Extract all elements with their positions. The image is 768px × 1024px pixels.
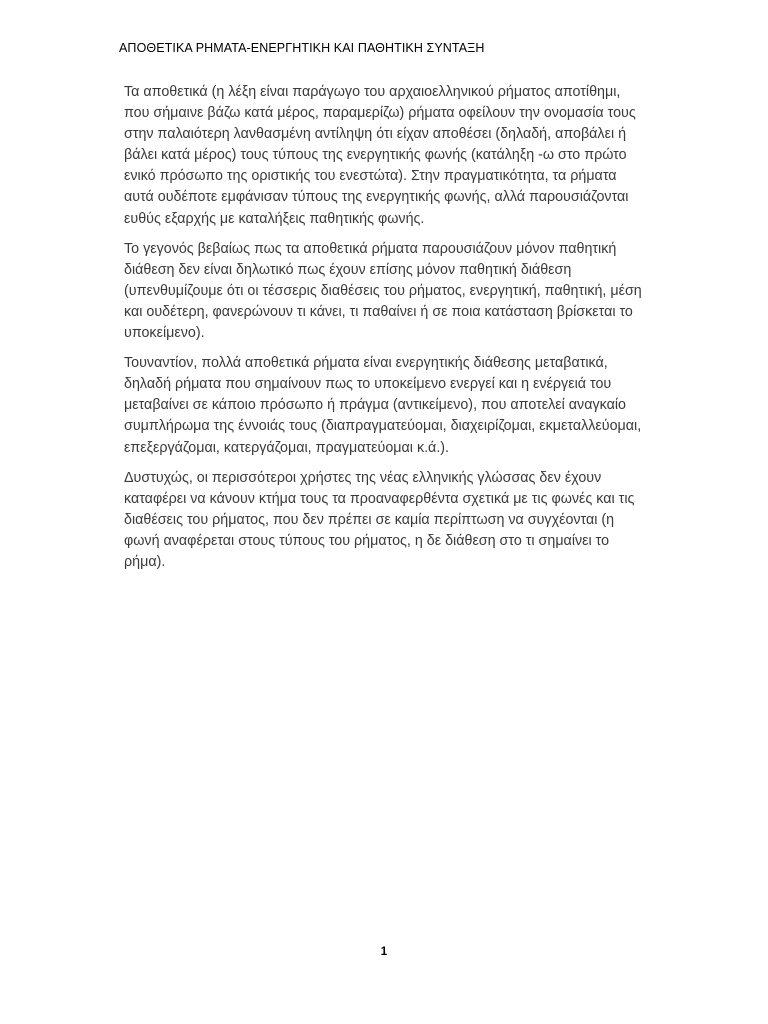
page-number: 1 bbox=[380, 946, 388, 958]
paragraph-2: Το γεγονός βεβαίως πως τα αποθετικά ρήματα παρουσιάζουν μόνον παθητική διάθεση δεν είναι δηλωτικό πως έχουν επίσης μόνον παθητική διάθεση (υπενθυμίζουμε ότι οι τέσσερις διαθέσεις του ρήματος, ενεργητική, παθητική, μέση και ουδέτερη, φανερώνουν τι κάνει, τι παθαίνει ή σε ποια κατάσταση βρίσκεται το υποκείμενο). bbox=[124, 240, 642, 342]
document-body bbox=[124, 82, 646, 582]
paragraph-1: Τα αποθετικά (η λέξη είναι παράγωγο του αρχαιοελληνικού ρήματος αποτίθημι, που σήμαινε βάζω κατά μέρος, παραμερίζω) ρήματα οφείλουν την ονομασία τους στην παλαιότερη λανθασμένη αντίληψη ότι είχαν αποθέσει (δηλαδή, αποβάλει ή βάλει κατά μέρος) τους τύπους της ενεργητικής φωνής (κατάληξη -ω στο πρώτο ενικό πρόσωπο της οριστικής του ενεστώτα). Στην πραγματικότητα, τα ρήματα αυτά ουδέποτε εμφάνισαν τύπους της ενεργητικής φωνής, αλλά παρουσιάζονται ευθύς εξαρχής με καταλήξεις παθητικής φωνής. bbox=[124, 84, 636, 227]
paragraph-4: Δυστυχώς, οι περισσότεροι χρήστες της νέας ελληνικής γλώσσας δεν έχουν καταφέρει να κάνουν κτήμα τους τα προαναφερθέντα σχετικά με τις φωνές και τις διαθέσεις του ρήματος, που δεν πρέπει σε καμία περίπτωση να συγχέονται (η φωνή αναφέρεται στους τύπους του ρήματος, η δε διάθεση στο τι σημαίνει το ρήμα). bbox=[124, 469, 635, 570]
paragraph-3: Τουναντίον, πολλά αποθετικά ρήματα είναι ενεργητικής διάθεσης μεταβατικά, δηλαδή ρήματα που σημαίνουν πως το υποκείμενο ενεργεί και η ενέργειά του μεταβαίνει σε κάποιο πρόσωπο ή πράγμα (αντικείμενο), που αποτελεί αναγκαίο συμπλήρωμα της έννοιάς τους (διαπραγματεύομαι, διαχειρίζομαι, εκμεταλλεύομαι, επεξεργάζομαι, κατεργάζομαι, πραγματεύομαι κ.ά.). bbox=[124, 355, 642, 456]
page-header-title: ΑΠΟΘΕΤΙΚΑ ΡΗΜΑΤΑ-ΕΝΕΡΓΗΤΙΚΗ ΚΑΙ ΠΑΘΗΤΙΚΗ ΣΥΝΤΑΞΗ bbox=[119, 41, 485, 55]
